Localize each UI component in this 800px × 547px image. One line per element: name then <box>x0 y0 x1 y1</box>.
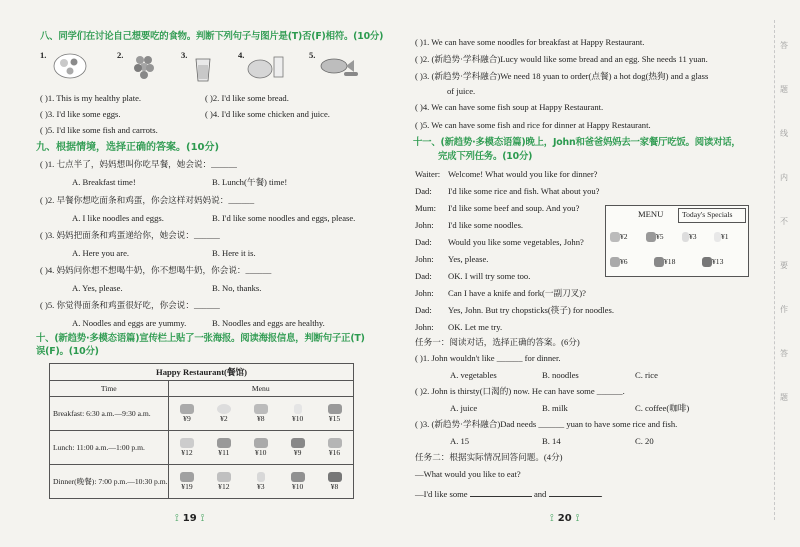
chicken-icon <box>217 438 231 448</box>
dialogue-speaker: John: <box>415 220 434 230</box>
dialogue-line: Yes, John. But try chopsticks(筷子) for noodles. <box>448 305 614 315</box>
margin-char: 答 <box>780 41 788 50</box>
task1-q1-option-b: B. noodles <box>542 370 579 380</box>
s8-item-4: ( )4. I'd like some chicken and juice. <box>205 109 330 119</box>
dialogue-speaker: John: <box>415 322 434 332</box>
menu-item <box>206 472 242 491</box>
menu-item <box>682 231 697 242</box>
dialogue-speaker: Dad: <box>415 271 432 281</box>
menu-price: ¥6 <box>620 257 628 266</box>
fish-icon <box>702 257 712 267</box>
dialogue-line: I'd like some rice and fish. What about you? <box>448 186 600 196</box>
task1-q3-option-c: C. 20 <box>635 436 654 446</box>
s8-item-3: ( )3. I'd like some eggs. <box>40 109 121 119</box>
fish-carrots-picture <box>318 52 362 82</box>
poster-title: Happy Restaurant(餐馆) <box>50 364 354 381</box>
task1-q3: ( )3. (新趋势·学科融合)Dad needs ______ yuan to have some rice and fish. <box>415 419 678 429</box>
chicken-juice-picture <box>246 53 286 81</box>
answer-blank-2[interactable] <box>549 496 601 497</box>
s8-item-5: ( )5. I'd like some fish and carrots. <box>40 125 158 135</box>
s9-q4: ( )4. 妈妈问你想不想喝牛奶，你不想喝牛奶，你会说：______ <box>40 265 272 275</box>
task1-q1-option-c: C. rice <box>635 370 658 380</box>
s8-item-1: ( )1. This is my healthy plate. <box>40 93 142 103</box>
s9-q4-option-b: B. No, thanks. <box>212 283 262 293</box>
menu-price: ¥10 <box>291 414 304 424</box>
menu-price: ¥10 <box>255 448 267 458</box>
menu-item <box>243 472 279 491</box>
s9-q5-option-a: A. Noodles and eggs are yummy. <box>72 318 187 328</box>
menu-price: ¥8 <box>330 482 339 492</box>
menu-item <box>317 404 353 423</box>
dialogue-line: Yes, please. <box>448 254 489 264</box>
healthy-plate-picture <box>52 52 88 80</box>
poster-time: Breakfast: 6:30 a.m.—9:30 a.m. <box>50 397 169 431</box>
dialogue-line: Can I have a knife and fork(一副刀叉)? <box>448 288 586 298</box>
menu-item <box>169 472 205 491</box>
page-footer-left <box>175 508 204 526</box>
margin-char: 题 <box>780 393 788 402</box>
dialogue-speaker: Dad: <box>415 305 432 315</box>
task-1-title: 任务一：阅读对话，选择正确的答案。(6分) <box>415 337 580 347</box>
margin-char: 内 <box>780 173 788 182</box>
dialogue-speaker: Waiter: <box>415 169 441 179</box>
task2-answer-start: —I'd like some <box>415 489 468 499</box>
section-10-title-rest: 宣传栏上贴了一张海报。阅读海报信息，判断句子正(T) <box>139 333 365 344</box>
dialogue-speaker: John: <box>415 288 434 298</box>
menu-item <box>610 231 628 242</box>
menu-price: ¥9 <box>183 414 191 424</box>
beef-soup-icon <box>654 257 664 267</box>
s9-q5: ( )5. 你觉得面条和鸡蛋很好吃，你会说：______ <box>40 300 220 310</box>
s10-item-2: ( )2. (新趋势·学科融合)Lucy would like some bread and an egg. She needs 11 yuan. <box>415 54 708 64</box>
noodles-icon <box>217 472 231 482</box>
s8-item-2: ( )2. I'd like some bread. <box>205 93 289 103</box>
margin-char: 不 <box>780 217 788 226</box>
task1-q1-option-a: A. vegetables <box>450 370 497 380</box>
fish-dish-icon <box>180 472 194 482</box>
grapes-picture <box>128 50 160 82</box>
menu-price: ¥3 <box>689 232 697 241</box>
milk-icon <box>714 232 721 242</box>
menu-item <box>206 438 242 457</box>
task1-q3-option-b: B. 14 <box>542 436 561 446</box>
s10-item-5: ( )5. We can have some fish and rice for dinner at Happy Restaurant. <box>415 120 651 130</box>
section-10-tag: 十、(新趋势·多模态语篇) <box>36 333 140 344</box>
menu-price: ¥9 <box>293 448 302 458</box>
restaurant-poster <box>49 363 354 499</box>
s9-q3-option-b: B. Here it is. <box>212 248 256 258</box>
rice-icon <box>180 438 194 448</box>
juice-icon <box>682 232 689 242</box>
s9-q1-option-a: A. Breakfast time! <box>72 177 136 187</box>
sprout-icon: ⟟ <box>575 513 580 524</box>
milk-icon <box>294 404 302 414</box>
s9-q3: ( )3. 妈妈把面条和鸡蛋递给你，她会说：______ <box>40 230 220 240</box>
menu-price: ¥12 <box>218 482 230 492</box>
section-11-title: 十一、(新趋势·多模态语篇)晚上，John和爸爸妈妈去一家餐厅吃饭。阅读对话， <box>413 137 741 148</box>
menu-item <box>243 404 279 423</box>
s9-q1: ( )1. 七点半了，妈妈想叫你吃早餐，她会说：______ <box>40 159 237 169</box>
s9-q2: ( )2. 早餐你想吃面条和鸡蛋，你会这样对妈妈说：______ <box>40 195 255 205</box>
menu-price: ¥11 <box>218 448 230 458</box>
specials-menu <box>605 205 749 277</box>
menu-item <box>702 256 723 267</box>
s10-item-3: ( )3. (新趋势·学科融合)We need 18 yuan to order(点餐) a hot dog(热狗) and a glass <box>415 71 709 81</box>
menu-price: ¥15 <box>328 414 341 424</box>
binding-dash-line <box>774 20 775 520</box>
menu-price: ¥16 <box>328 448 341 458</box>
dialogue-speaker: John: <box>415 254 434 264</box>
menu-item <box>243 438 279 457</box>
task1-q2-option-c: C. coffee(咖啡) <box>635 403 690 413</box>
soup-icon <box>328 404 342 414</box>
menu-item <box>654 256 675 267</box>
menu-item <box>206 404 242 423</box>
s9-q2-option-a: A. I like noodles and eggs. <box>72 213 164 223</box>
dialogue-line: I'd like some noodles. <box>448 220 524 230</box>
beef-icon <box>328 438 342 448</box>
rice-bowl-icon <box>610 232 620 242</box>
dialogue-line: I'd like some beef and soup. And you? <box>448 203 580 213</box>
pic-label-1: 1. <box>40 50 47 60</box>
task1-q2-option-b: B. milk <box>542 403 568 413</box>
sprout-icon: ⟟ <box>550 513 554 524</box>
task1-q2-option-a: A. juice <box>450 403 478 413</box>
menu-price: ¥10 <box>291 482 304 492</box>
menu-item <box>169 404 205 423</box>
poster-row-dinner <box>50 465 354 499</box>
poster-time: Lunch: 11:00 a.m.—1:00 p.m. <box>50 431 169 465</box>
s10-item-4: ( )4. We can have some fish soup at Happy Restaurant. <box>415 102 604 112</box>
menu-price: ¥1 <box>721 232 729 241</box>
menu-item <box>317 472 353 491</box>
page-number: 19 <box>182 513 197 524</box>
chicken-icon <box>291 472 305 482</box>
pic-label-2: 2. <box>117 50 124 60</box>
menu-price: ¥18 <box>664 257 676 266</box>
menu-item <box>610 256 628 267</box>
task2-question: —What would you like to eat? <box>415 469 521 479</box>
s9-q4-option-a: A. Yes, please. <box>72 283 123 293</box>
margin-char: 作 <box>780 305 788 314</box>
dialogue-line: Would you like some vegetables, John? <box>448 237 584 247</box>
menu-item <box>280 472 316 491</box>
poster-row-breakfast <box>50 397 354 431</box>
s9-q3-option-a: A. Here you are. <box>72 248 130 258</box>
task2-answer-line <box>415 489 603 500</box>
menu-price: ¥8 <box>256 414 265 424</box>
task-2-title: 任务二：根据实际情况回答问题。(4分) <box>415 452 563 462</box>
task2-end: . <box>600 489 603 499</box>
sprout-icon: ⟟ <box>200 513 205 524</box>
s10-item-3-cont: of juice. <box>447 86 476 96</box>
task2-and: and <box>533 489 547 499</box>
poster-row-lunch <box>50 431 354 465</box>
menu-item <box>280 438 316 457</box>
menu-item <box>317 438 353 457</box>
juice-icon <box>257 472 265 482</box>
margin-char: 线 <box>780 129 788 138</box>
margin-char: 答 <box>780 349 788 358</box>
menu-price: ¥19 <box>181 482 193 492</box>
s10-item-1: ( )1. We can have some noodles for breakfast at Happy Restaurant. <box>415 37 645 47</box>
noodles-icon <box>610 257 620 267</box>
section-10-title-line2: 误(F)。(10分) <box>36 346 99 357</box>
juice-glass-picture <box>190 55 216 83</box>
specials-label: Today's Specials <box>682 210 733 219</box>
pic-label-3: 3. <box>181 50 188 60</box>
right-page <box>400 0 800 547</box>
menu-price: ¥2 <box>220 414 228 424</box>
binding-margin-text <box>780 40 790 436</box>
bread-icon <box>254 404 268 414</box>
menu-price: ¥12 <box>181 448 193 458</box>
menu-item <box>646 231 664 242</box>
answer-blank-1[interactable] <box>470 496 532 497</box>
dialogue-speaker: Dad: <box>415 237 432 247</box>
menu-price: ¥3 <box>256 482 265 492</box>
vegetables-icon <box>291 438 305 448</box>
page-footer-right <box>550 508 579 526</box>
vegetables-icon <box>328 472 342 482</box>
section-8-title: 八、同学们在讨论自己想要吃的食物。判断下列句子与图片是(T)否(F)相符。(10分) <box>40 31 384 42</box>
pic-label-4: 4. <box>238 50 245 60</box>
pic-label-5: 5. <box>309 50 316 60</box>
menu-price: ¥13 <box>712 257 724 266</box>
dialogue-line: OK. I will try some too. <box>448 271 531 281</box>
menu-item <box>280 404 316 423</box>
poster-menu-header: Menu <box>168 381 353 397</box>
section-10-title <box>36 332 365 345</box>
s9-q1-option-b: B. Lunch(午餐) time! <box>212 177 288 187</box>
task1-q2: ( )2. John is thirsty(口渴的) now. He can have some ______. <box>415 386 625 396</box>
dialogue-speaker: Mum: <box>415 203 437 213</box>
menu-label: MENU <box>638 209 664 219</box>
margin-char: 要 <box>780 261 788 270</box>
chicken-icon <box>646 232 656 242</box>
menu-item <box>714 231 729 242</box>
poster-time: Dinner(晚餐): 7:00 p.m.—10:30 p.m. <box>50 465 169 499</box>
sprout-icon: ⟟ <box>175 513 179 524</box>
dialogue-line: OK. Let me try. <box>448 322 503 332</box>
dialogue-line: Welcome! What would you like for dinner? <box>448 169 598 179</box>
section-11-title-line2: 完成下列任务。(10分) <box>438 151 533 162</box>
dialogue-speaker: Dad: <box>415 186 432 196</box>
egg-icon <box>217 404 231 414</box>
task1-q3-option-a: A. 15 <box>450 436 470 446</box>
poster-table <box>49 363 354 499</box>
section-9-title: 九、根据情境，选择正确的答案。(10分) <box>36 142 220 153</box>
fish-icon <box>254 438 268 448</box>
poster-time-header: Time <box>50 381 169 397</box>
menu-item <box>169 438 205 457</box>
s9-q5-option-b: B. Noodles and eggs are healthy. <box>212 318 325 328</box>
margin-char: 题 <box>780 85 788 94</box>
task1-q1: ( )1. John wouldn't like ______ for dinner. <box>415 353 561 363</box>
noodles-icon <box>180 404 194 414</box>
menu-price: ¥5 <box>656 232 664 241</box>
s9-q2-option-b: B. I'd like some noodles and eggs, please. <box>212 213 356 223</box>
menu-price: ¥2 <box>620 232 628 241</box>
page-number: 20 <box>557 513 572 524</box>
